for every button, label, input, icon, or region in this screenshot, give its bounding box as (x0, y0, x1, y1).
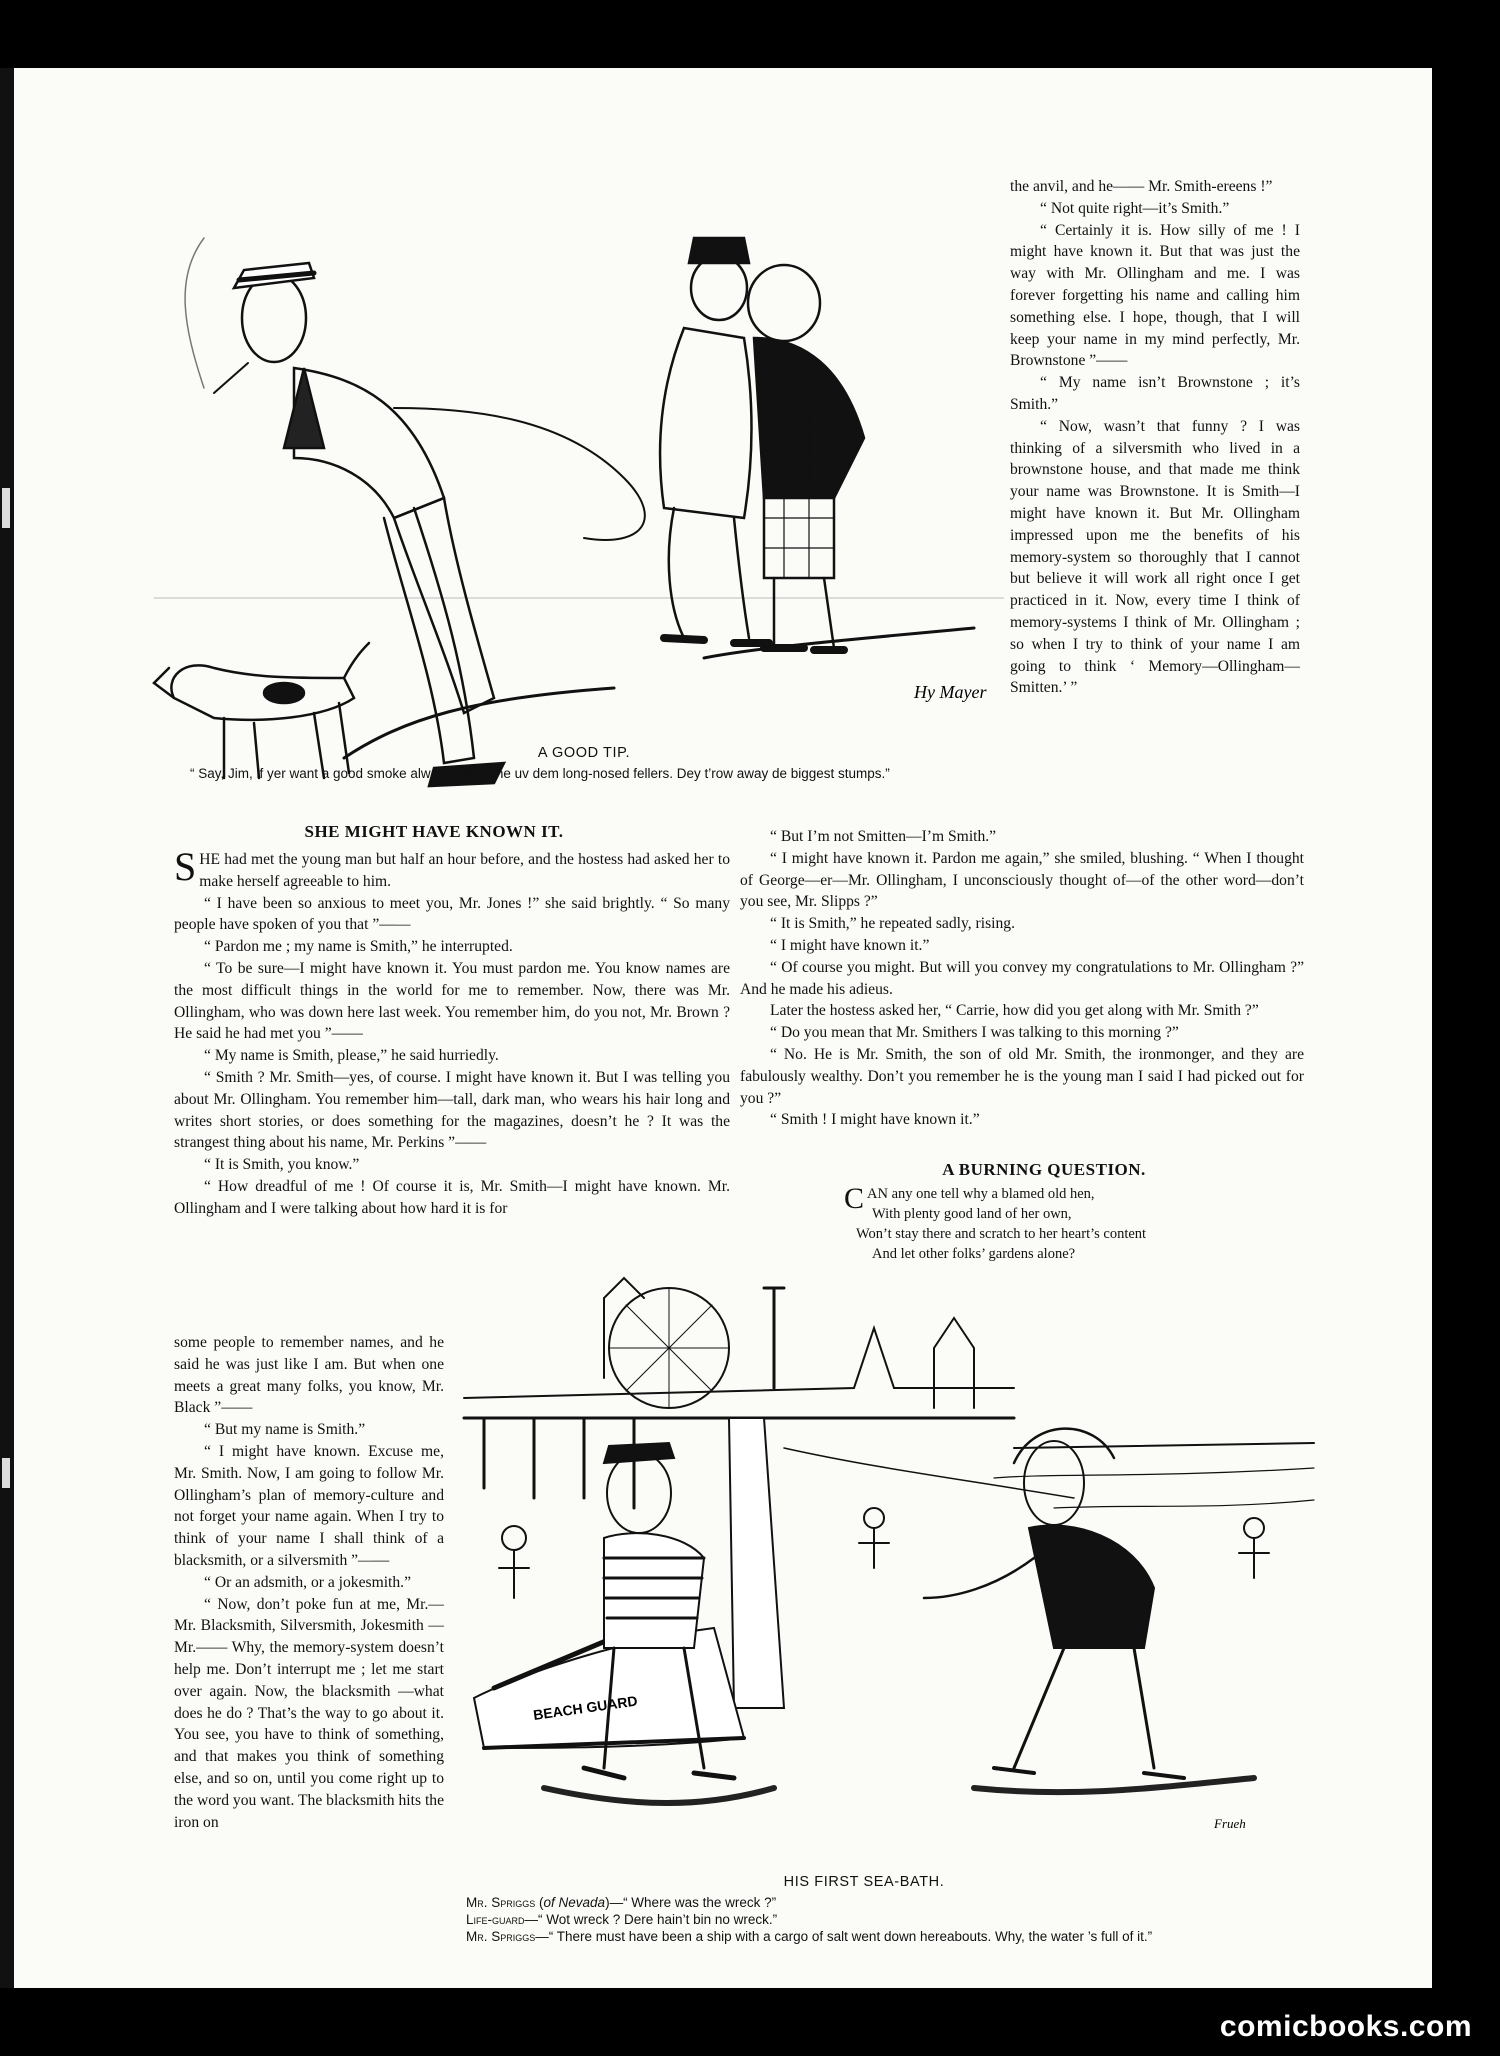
sea-bath-title: HIS FIRST SEA-BATH. (783, 1874, 945, 1890)
poem-line: And let other folks’ gardens alone? (872, 1246, 1076, 1262)
artist-signature: Hy Mayer (914, 682, 987, 702)
magazine-page (14, 68, 1432, 1988)
spine-mark (2, 488, 10, 528)
poem-line: With plenty good land of her own, (872, 1206, 1072, 1222)
paragraph: “ I might have known it. Pardon me again,” she smiled, blushing. “ When I thought of George—er—Mr. Ollingham, I unconsciously thought of—of the other word—don’t you see, Mr. Slipps ?” (740, 849, 1304, 911)
sea-bath-caption-line: Mr. Spriggs—“ There must have been a ship with a cargo of salt went down hereabouts. Why, the water ’s full of it.” (466, 1929, 1153, 1944)
paragraph: “ Pardon me ; my name is Smith,” he interrupted. (204, 938, 513, 956)
paragraph: “ Smith ? Mr. Smith—yes, of course. I might have known it. But I was telling you about Mr. Ollingham. You remember him—tall, dark man, who wears his hair long and writes short stories, or does something for the magazines, doesn’t he ? It was the strangest thing about his name, Mr. Perkins ”—— (174, 1068, 730, 1152)
paragraph: some people to remember names, and he said he was just like I am. But when one meets a great many folks, you know, Mr. Black ”—— (174, 1334, 444, 1417)
watermark: comicbooks.com (1219, 2010, 1472, 2043)
paragraph: “ My name is Smith, please,” he said hurriedly. (204, 1047, 499, 1065)
good-tip-illustration (144, 178, 1004, 818)
paragraph: “ How dreadful of me ! Of course it is, Mr. Smith—I might have known. Mr. Ollingham and I were talking about how hard it is for (174, 1177, 730, 1217)
poem-title: A BURNING QUESTION. (942, 1160, 1146, 1179)
paragraph: “ I might have known it.” (770, 936, 930, 954)
paragraph: “ My name isn’t Brownstone ; it’s Smith.” (1010, 374, 1300, 413)
paragraph: “ No. He is Mr. Smith, the son of old Mr. Smith, the ironmonger, and they are fabulously wealthy. Don’t you remember he is the young man I said I had picked out for you ?” (740, 1045, 1304, 1107)
paragraph: “ Now, don’t poke fun at me, Mr.—Mr. Blacksmith, Silversmith, Jokesmith — Mr.—— Why, the memory-system doesn’t help me. Don’t interrupt me ; let me start over again. Now, the blacksmith —what does he do ? That’s the way to go about it. You see, you have to think of something, and that makes you think of something else, and so on, until you come right up to the word you want. The blacksmith hits the iron on (174, 1595, 444, 1831)
paragraph: “ It is Smith, you know.” (204, 1156, 360, 1174)
paragraph: “ Of course you might. But will you convey my congratulations to Mr. Ollingham ?” And he made his adieus. (740, 958, 1304, 998)
paragraph: “ Smith ! I might have known it.” (770, 1111, 980, 1129)
paragraph: “ To be sure—I might have known it. You must pardon me. You know names are the most difficult things in the world for me to remember. Now, there was Mr. Ollingham, who was down here last week. You remember him, do you not, Mr. Brown ? He said he had met you ”—— (174, 959, 730, 1043)
paragraph: “ Not quite right—it’s Smith.” (1040, 199, 1230, 217)
spine-mark (2, 1458, 10, 1488)
poem-body (844, 1184, 1264, 1264)
paragraph: the anvil, and he—— Mr. Smith-ereens !” (1010, 178, 1273, 195)
page-spine (0, 68, 14, 1988)
sea-bath-caption-line: Life-guard—“ Wot wreck ? Dere hain’t bin no wreck.” (466, 1912, 778, 1927)
poem-line: Won’t stay there and scratch to her heart’s content (856, 1226, 1147, 1242)
paragraph: “ But my name is Smith.” (204, 1421, 366, 1439)
paragraph: “ I might have known. Excuse me, Mr. Smith. Now, I am going to follow Mr. Ollingham’s plan of memory-culture and not forget your name again. When I try to think of your name I shall think of a blacksmith, or a silversmith ”—— (174, 1442, 444, 1569)
paragraph: “ Or an adsmith, or a jokesmith.” (204, 1573, 411, 1591)
sea-bath-caption-line: Mr. Spriggs (of Nevada)—“ Where was the wreck ?” (466, 1895, 777, 1910)
top-right-column (1010, 176, 1300, 699)
boat-label: BEACH GUARD (532, 1692, 639, 1723)
story-column-1-narrow (174, 1332, 444, 1833)
poem-line: CAN any one tell why a blamed old hen, (844, 1182, 1095, 1215)
paragraph: SHE had met the young man but half an hour before, and the hostess had asked her to make herself agreeable to him. (174, 844, 730, 890)
paragraph: Later the hostess asked her, “ Carrie, how did you get along with Mr. Smith ?” (770, 1002, 1259, 1020)
story-column-2 (740, 826, 1304, 1131)
story-title: SHE MIGHT HAVE KNOWN IT. (304, 822, 564, 841)
drop-cap: C (844, 1182, 865, 1215)
paragraph: “ I have been so anxious to meet you, Mr. Jones !” she said brightly. “ So many people have spoken of you that ”—— (174, 894, 730, 934)
paragraph: “ It is Smith,” he repeated sadly, rising. (770, 915, 1015, 933)
good-tip-title: A GOOD TIP. (537, 745, 631, 761)
sea-bath-illustration (454, 1268, 1334, 1868)
paragraph: “ Certainly it is. How silly of me ! I might have known it. But that was just the way with Mr. Ollingham and me. I was forever forgetting his name and calling him something else. I hope, though, that I will keep your name in my mind perfectly, Mr. Brownstone ”—— (1010, 221, 1300, 370)
drop-cap: S (174, 844, 197, 889)
paragraph: “ Do you mean that Mr. Smithers I was talking to this morning ?” (770, 1024, 1179, 1042)
paragraph: “ Now, wasn’t that funny ? I was thinking of a silversmith who lived in a brownstone house, and that made me think your name was Brownstone. It is Smith—I might have known it. But Mr. Ollingham impressed upon me the benefits of his memory-system so thoroughly that I cannot but believe it will work all right once I get practiced in it. Now, every time I think of memory-systems I think of Mr. Ollingham ; so when I try to think of your name I am going to think ‘ Memory—Ollingham—Smitten.’ ” (1010, 417, 1300, 697)
good-tip-caption: “ Say, Jim, if yer want a good smoke always foller one uv dem long-nosed fellers. Dey t’row away de biggest stumps.” (190, 766, 890, 781)
story-column-1 (174, 844, 730, 1220)
artist-signature: Frueh (1214, 1816, 1246, 1831)
paragraph: “ But I’m not Smitten—I’m Smith.” (770, 828, 997, 845)
